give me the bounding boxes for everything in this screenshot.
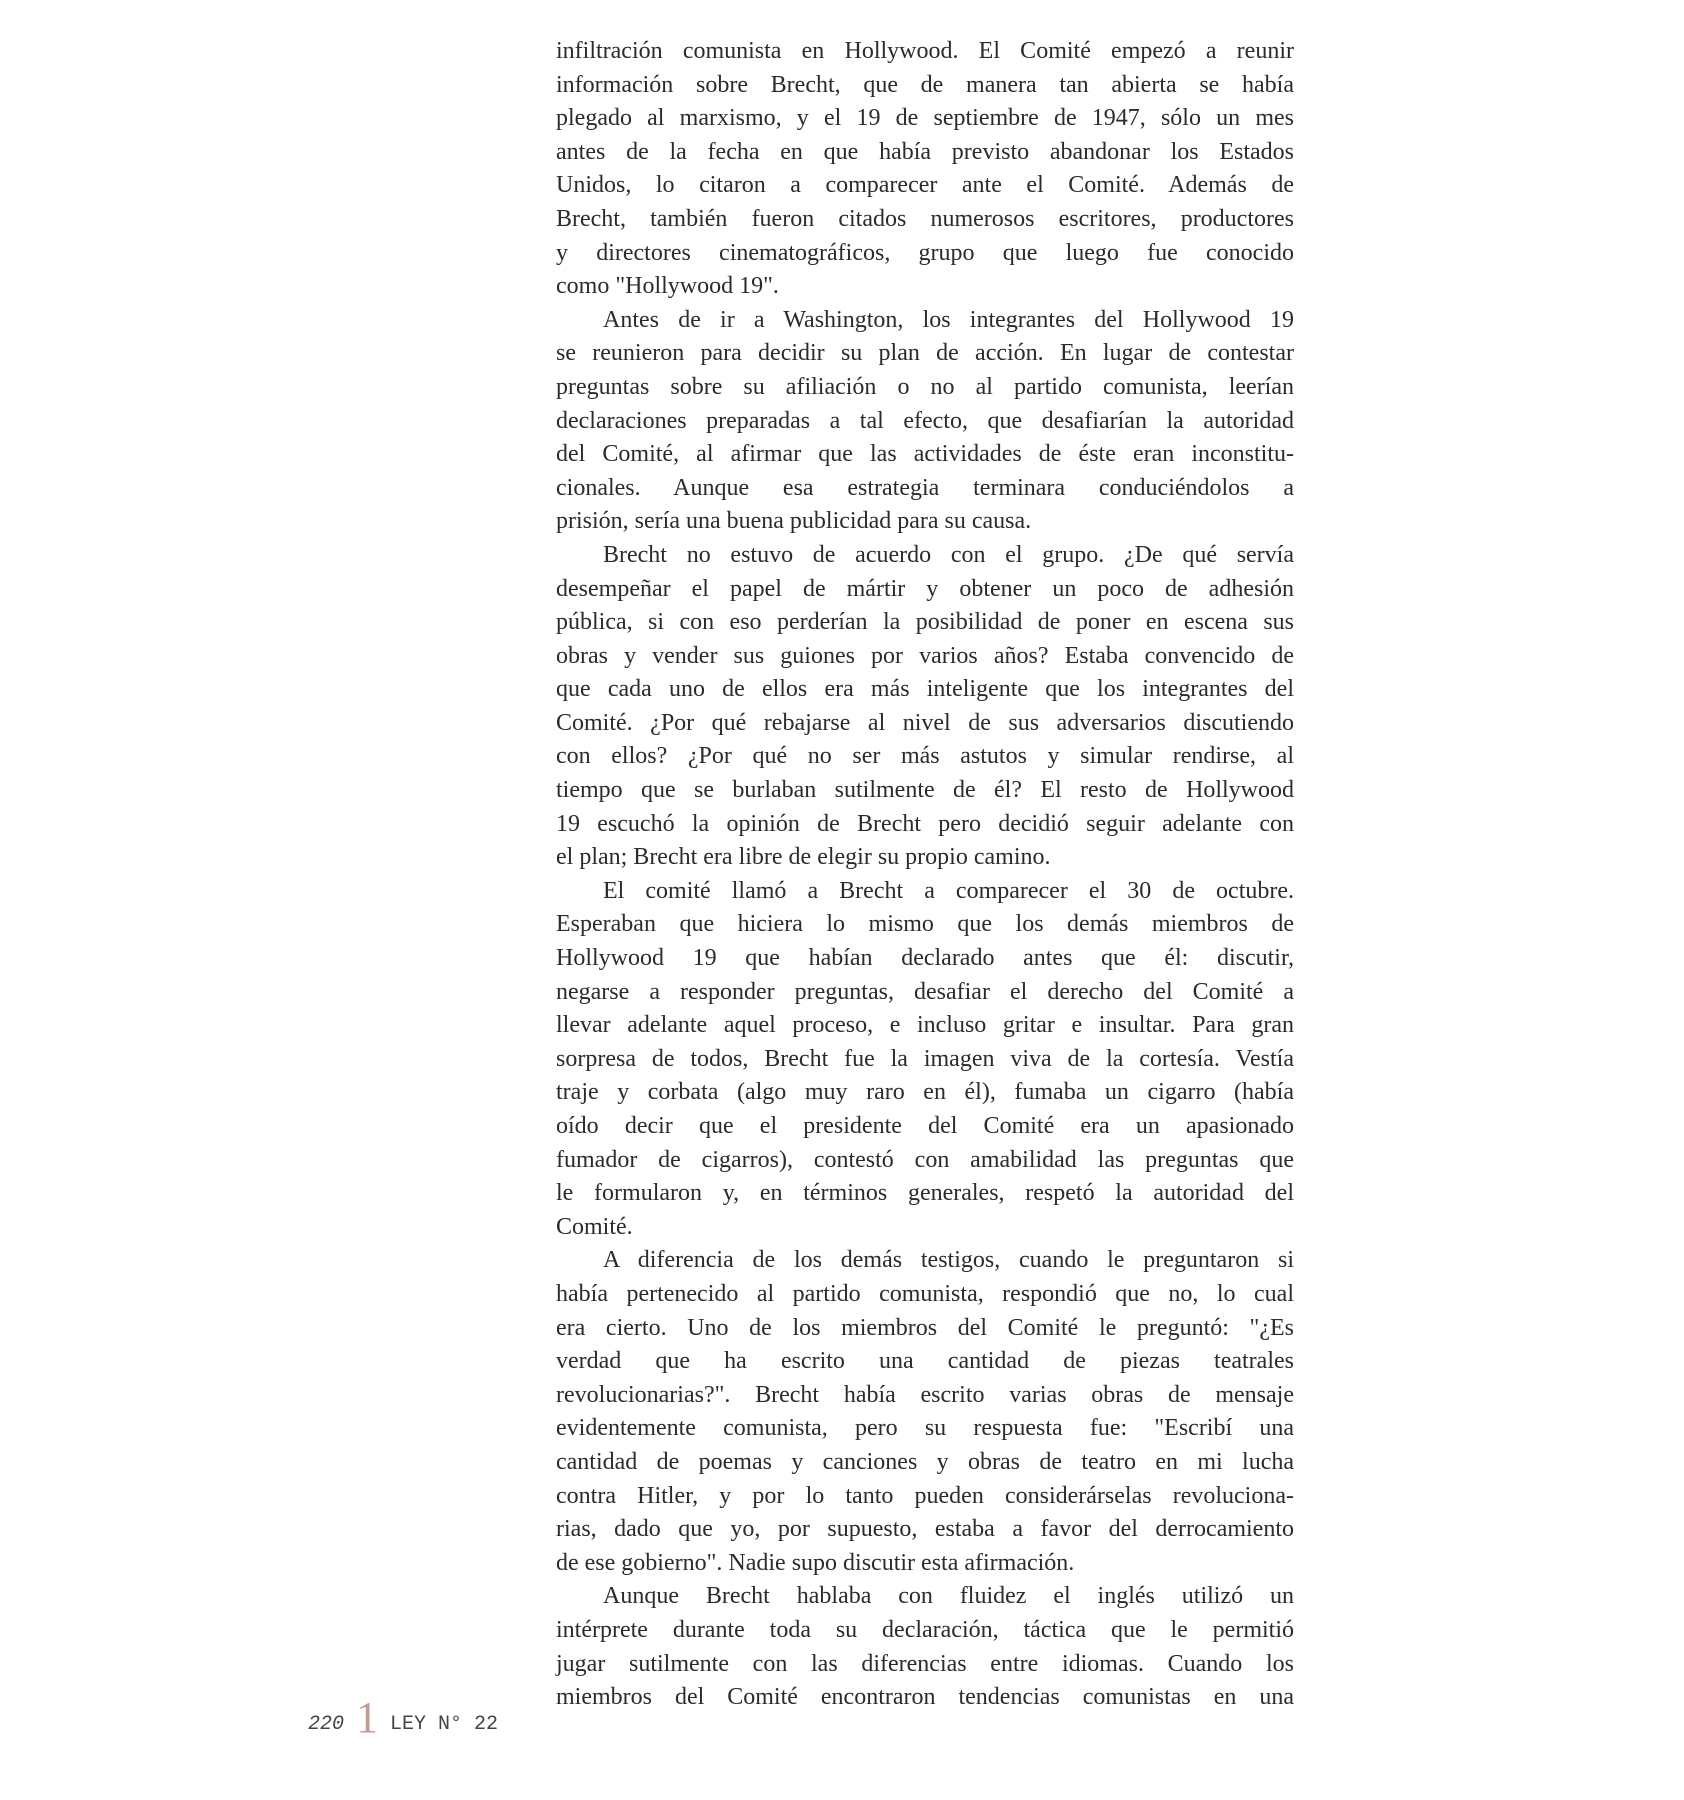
paragraph [556,35,1294,304]
text-line: rias, dado que yo, por supuesto, estaba a favor del derrocamiento [556,1516,1294,1543]
page-number: 220 [308,1713,345,1736]
text-line: prisión, sería una buena publicidad para su causa. [556,508,1032,535]
text-line: infiltración comunista en Hollywood. El Comité empezó a reunir [556,38,1294,64]
text-line: verdad que ha escrito una cantidad de piezas teatrales [556,1348,1294,1375]
text-line: era cierto. Uno de los miembros del Comité le preguntó: "¿Es [556,1314,1294,1341]
text-line: Esperaban que hiciera lo mismo que los demás miembros de [556,911,1294,938]
paragraph [556,304,1294,539]
text-line: cionales. Aunque esa estrategia terminara conduciéndolos a [556,474,1294,501]
text-line: se reunieron para decidir su plan de acción. En lugar de contestar [556,340,1294,367]
text-line: El comité llamó a Brecht a comparecer el 30 de octubre. [603,877,1294,904]
text-line: Aunque Brecht hablaba con fluidez el inglés utilizó un [603,1583,1294,1610]
running-title: LEY N° 22 [390,1713,499,1736]
text-line: pública, si con eso perderían la posibilidad de poner en escena sus [556,609,1294,636]
text-line: del Comité, al afirmar que las actividades de éste eran inconstitu- [556,441,1294,468]
text-line: miembros del Comité encontraron tendencias comunistas en una [556,1684,1294,1711]
text-line: como "Hollywood 19". [556,273,779,300]
text-line: cantidad de poemas y canciones y obras de teatro en mi lucha [556,1448,1294,1475]
text-line: le formularon y, en términos generales, respetó la autoridad del [556,1180,1294,1207]
text-line: Hollywood 19 que habían declarado antes que él: discutir, [556,945,1294,972]
paragraph [556,1244,1294,1580]
text-line: negarse a responder preguntas, desafiar el derecho del Comité a [556,978,1294,1005]
body-text [556,35,1294,1715]
text-line: 19 escuchó la opinión de Brecht pero decidió seguir adelante con [556,810,1294,837]
text-line: desempeñar el papel de mártir y obtener un poco de adhesión [556,575,1294,602]
text-line: preguntas sobre su afiliación o no al partido comunista, leerían [556,373,1294,400]
text-line: Brecht no estuvo de acuerdo con el grupo. ¿De qué servía [603,541,1294,568]
text-line: llevar adelante aquel proceso, e incluso gritar e insultar. Para gran [556,1012,1294,1039]
text-line: revolucionarias?". Brecht había escrito varias obras de mensaje [556,1381,1294,1408]
text-line: sorpresa de todos, Brecht fue la imagen viva de la cortesía. Vestía [556,1045,1294,1072]
text-line: Antes de ir a Washington, los integrantes del Hollywood 19 [603,306,1294,333]
text-line: contra Hitler, y por lo tanto pueden considerárselas revoluciona- [556,1482,1294,1509]
text-line: Comité. ¿Por qué rebajarse al nivel de sus adversarios discutiendo [556,709,1294,736]
text-line: Brecht, también fueron citados numerosos escritores, productores [556,205,1294,232]
text-line: y directores cinematográficos, grupo que luego fue conocido [556,239,1294,266]
text-line: fumador de cigarros), contestó con amabilidad las preguntas que [556,1146,1294,1173]
text-line: Comité. [556,1213,633,1240]
text-line: de ese gobierno". Nadie supo discutir esta afirmación. [556,1549,1075,1576]
text-line: traje y corbata (algo muy raro en él), fumaba un cigarro (había [556,1079,1294,1106]
text-line: intérprete durante toda su declaración, táctica que le permitió [556,1616,1294,1643]
text-line: con ellos? ¿Por qué no ser más astutos y simular rendirse, al [556,743,1294,770]
text-line: obras y vender sus guiones por varios años? Estaba convencido de [556,642,1294,669]
text-line: antes de la fecha en que había previsto abandonar los Estados [556,138,1294,165]
text-line: había pertenecido al partido comunista, respondió que no, lo cual [556,1280,1294,1307]
text-line: oído decir que el presidente del Comité era un apasionado [556,1113,1294,1139]
text-line: que cada uno de ellos era más inteligente que los integrantes del [556,676,1294,703]
text-line: el plan; Brecht era libre de elegir su propio camino. [556,844,1051,871]
text-line: declaraciones preparadas a tal efecto, que desafiarían la autoridad [556,407,1294,434]
page-footer [308,1693,499,1742]
text-line: Unidos, lo citaron a comparecer ante el Comité. Además de [556,172,1294,199]
text-line: jugar sutilmente con las diferencias entre idiomas. Cuando los [556,1650,1294,1677]
text-line: información sobre Brecht, que de manera tan abierta se había [556,71,1294,98]
paragraph [556,1580,1294,1714]
paragraph [556,875,1294,1245]
text-line: A diferencia de los demás testigos, cuando le preguntaron si [603,1247,1294,1274]
text-line: tiempo que se burlaban sutilmente de él? El resto de Hollywood [556,777,1294,804]
text-line: plegado al marxismo, y el 19 de septiembre de 1947, sólo un mes [556,105,1294,132]
paragraph [556,539,1294,875]
footer-separator: 1 [356,1693,379,1742]
text-line: evidentemente comunista, pero su respuesta fue: "Escribí una [556,1415,1294,1442]
